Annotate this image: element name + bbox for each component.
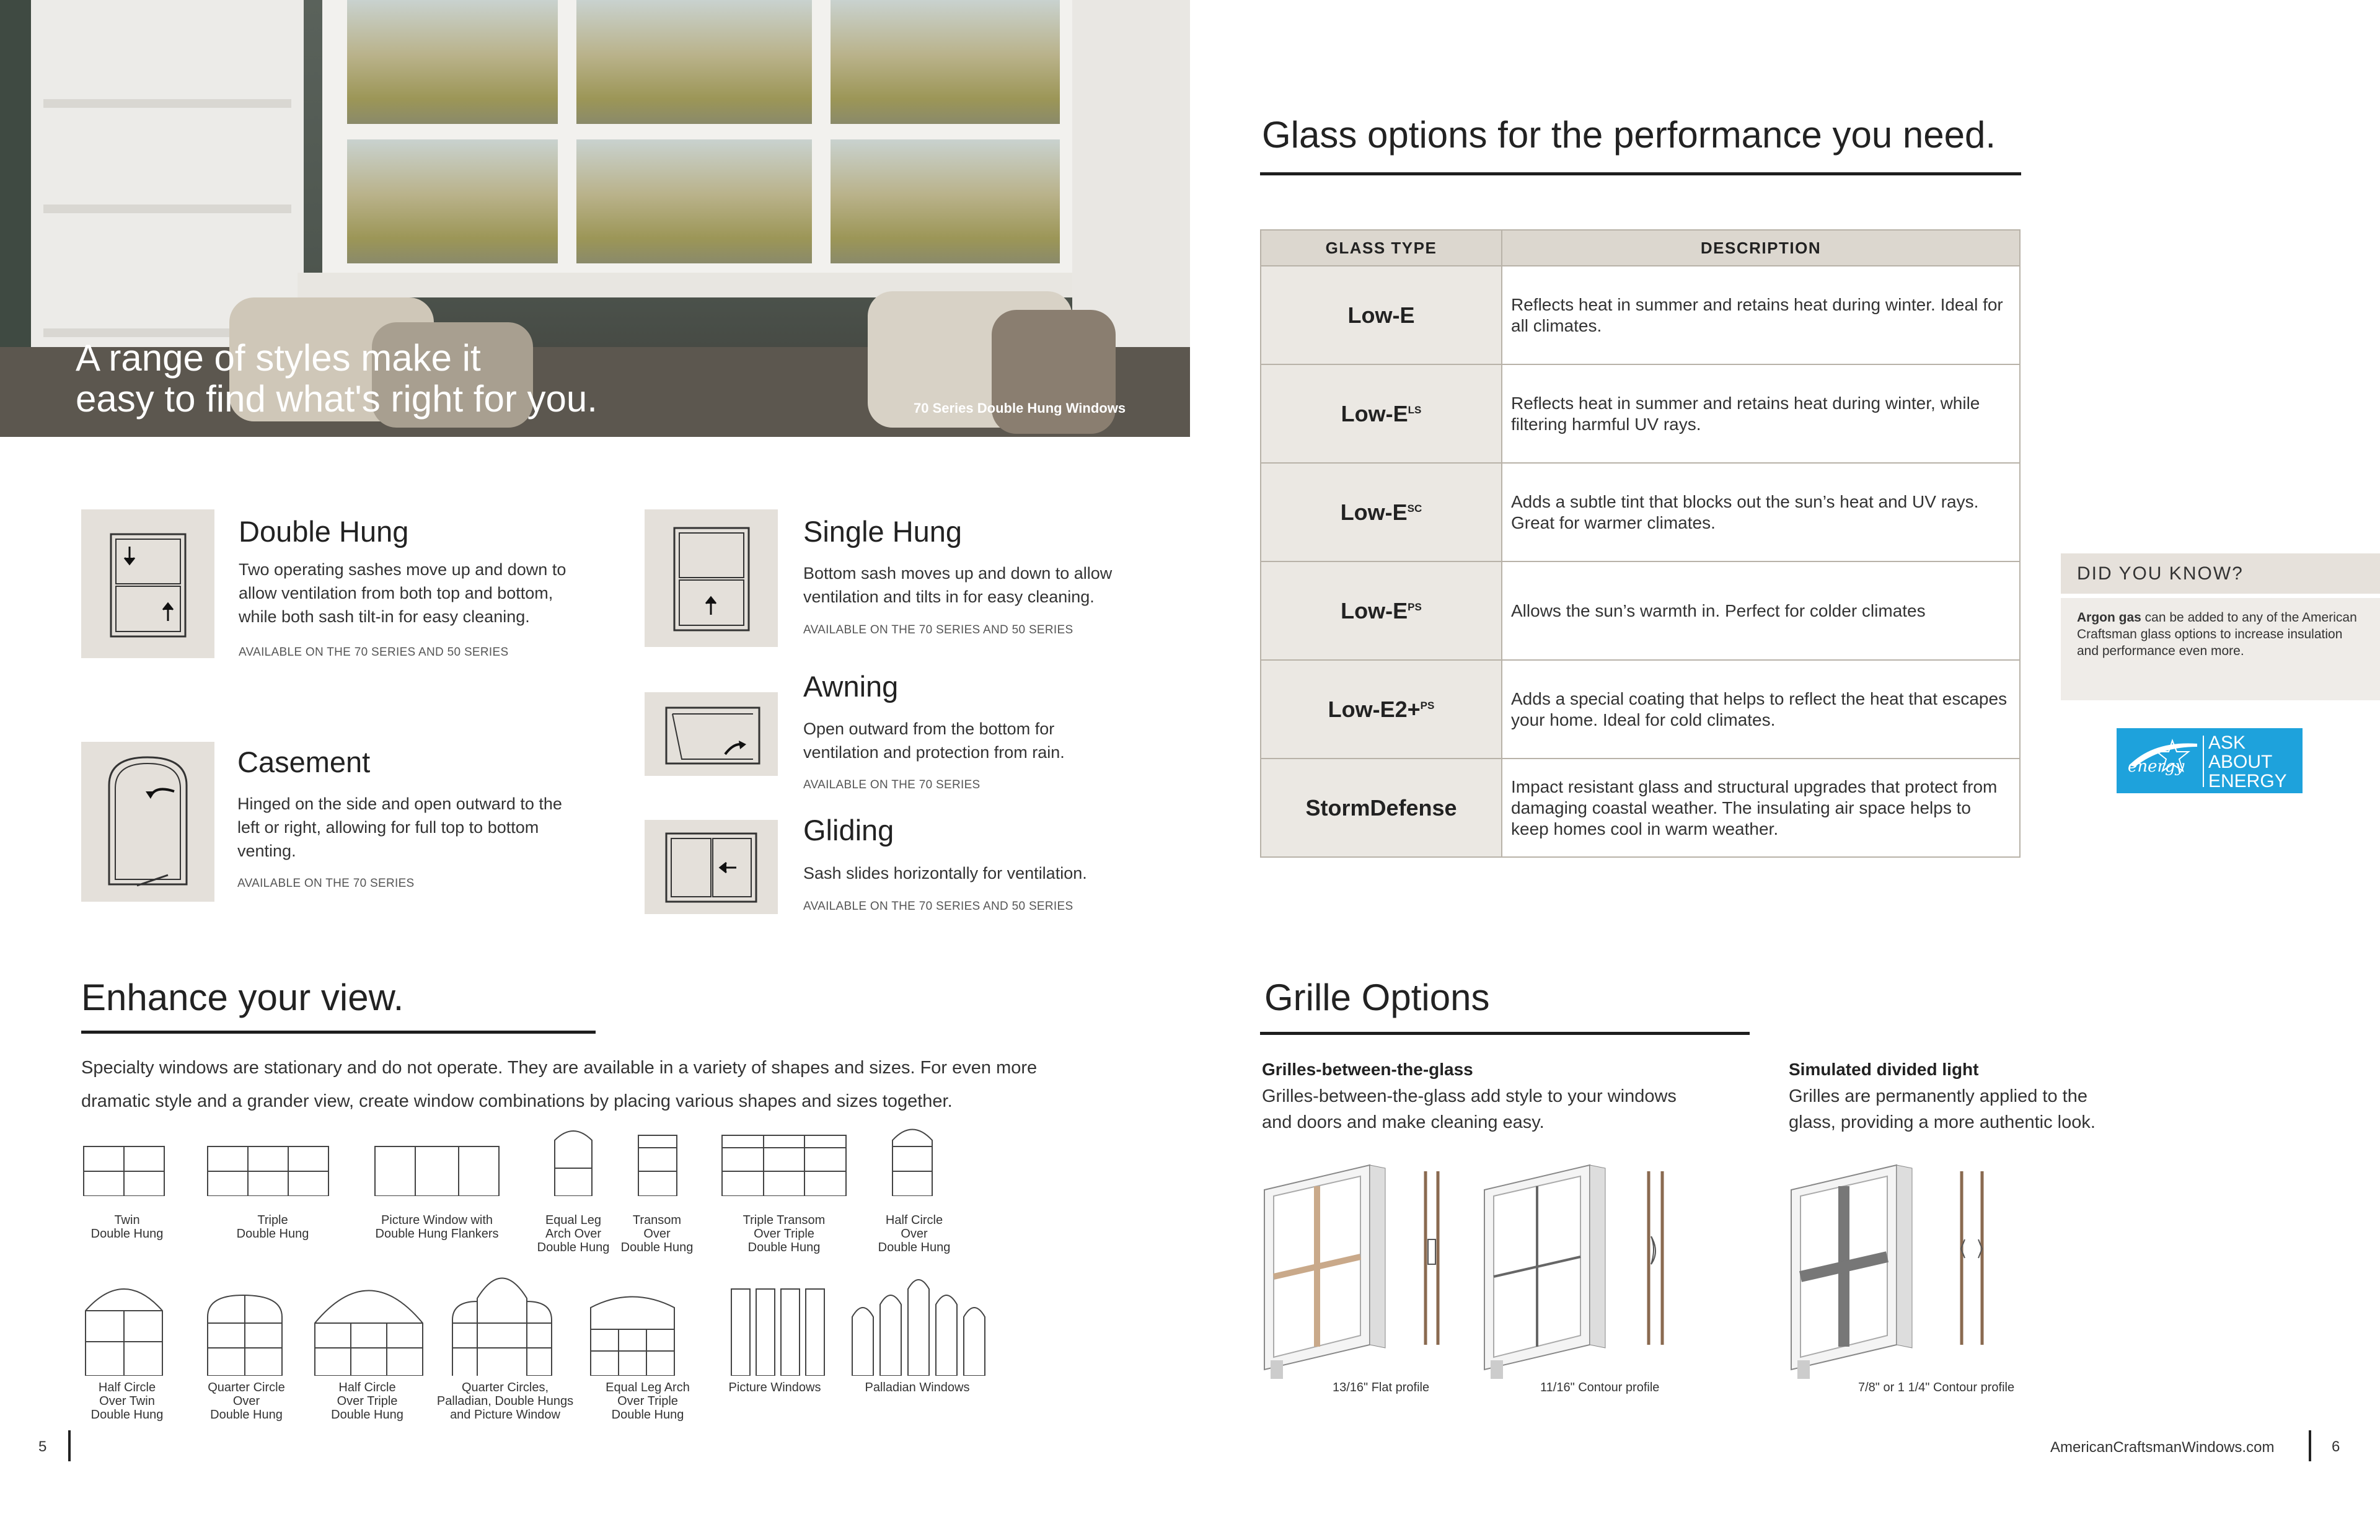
style-desc-awning: Open outward from the bottom for ventilation and protection from rain. <box>803 719 1065 762</box>
profile-label-flat: 13/16" Flat profile <box>1333 1381 1430 1394</box>
hero-caption: 70 Series Double Hung Windows <box>914 400 1126 416</box>
page-divider-left <box>68 1430 71 1461</box>
table-row <box>1261 266 2020 364</box>
shape-label-equal-leg-arch: Equal Leg Arch Over Double Hung <box>537 1213 610 1254</box>
simulated-divided-light-heading: Simulated divided light <box>1789 1060 1979 1079</box>
energy-star-text: ASK ABOUT ENERGY STAR <box>2208 733 2287 811</box>
casement-icon <box>81 742 214 902</box>
glass-type-cell: Low-E <box>1261 266 1502 364</box>
glass-description-cell: Adds a subtle tint that blocks out the sun’s heat and UV rays. Great for warmer climates. <box>1502 463 2020 561</box>
style-availability-double-hung: AVAILABLE ON THE 70 SERIES AND 50 SERIES <box>239 646 509 659</box>
hero-title <box>76 338 597 420</box>
did-you-know-text: can be added to any of the American Craftsman glass options to increase insulation and performance even more. <box>2077 610 2357 658</box>
glass-options-rule <box>1260 172 2021 175</box>
style-title-casement: Casement <box>237 746 371 778</box>
double-hung-icon <box>81 509 214 658</box>
shape-label-picture-window-flankers: Picture Window with Double Hung Flankers <box>375 1213 499 1241</box>
enhance-description: Specialty windows are stationary and do not operate. They are available in a variety of shapes and sizes. For even more dramatic style and a grander view, create window combinations by placing various shapes and sizes together. <box>81 1058 1038 1111</box>
hero-title-line2: easy to find what's right for you. <box>76 378 597 420</box>
style-title-double-hung: Double Hung <box>239 515 409 548</box>
style-desc-gliding: Sash slides horizontally for ventilation. <box>803 864 1087 882</box>
table-header-row <box>1261 230 2020 266</box>
did-you-know-body <box>2061 598 2380 700</box>
page-number-left: 5 <box>38 1438 47 1455</box>
contour-profile-illustration <box>1478 1159 1677 1388</box>
style-desc-single-hung: Bottom sash moves up and down to allow ventilation and tilts in for easy cleaning. <box>803 564 1113 606</box>
shape-label-half-circle-twin: Half Circle Over Twin Double Hung <box>90 1381 164 1422</box>
glass-options-title: Glass options for the performance you need. <box>1262 114 1996 156</box>
enhance-title: Enhance your view. <box>81 977 404 1018</box>
column-header-glass-type: GLASS TYPE <box>1261 230 1502 266</box>
shape-label-triple-double-hung: Triple Double Hung <box>236 1213 309 1241</box>
shape-label-equal-leg-arch-triple: Equal Leg Arch Over Triple Double Hung <box>606 1381 690 1422</box>
glass-description-cell: Impact resistant glass and structural upgrades that protect from damaging coastal weather. The insulating air space helps to keep homes cool in warm weather. <box>1502 759 2020 857</box>
did-you-know-bold: Argon gas <box>2077 610 2141 625</box>
style-availability-casement: AVAILABLE ON THE 70 SERIES <box>237 877 415 890</box>
profile-label-sdl-contour: 7/8" or 1 1/4" Contour profile <box>1858 1381 2015 1394</box>
flat-profile-illustration <box>1258 1159 1444 1388</box>
awning-icon <box>645 692 778 776</box>
page-number-right: 6 <box>2332 1438 2340 1455</box>
did-you-know-heading: DID YOU KNOW? <box>2061 553 2380 594</box>
table-row <box>1261 364 2020 463</box>
shape-label-picture-windows: Picture Windows <box>728 1381 821 1394</box>
style-title-gliding: Gliding <box>803 814 894 847</box>
style-desc-double-hung: Two operating sashes move up and down to allow ventilation from both top and bottom, while both sash tilt-in for easy cleaning. <box>239 560 566 626</box>
table-row <box>1261 561 2020 660</box>
glass-description-cell: Reflects heat in summer and retains heat during winter. Ideal for all climates. <box>1502 266 2020 364</box>
style-title-single-hung: Single Hung <box>803 515 963 548</box>
enhance-rule <box>81 1031 596 1034</box>
shape-label-palladian-windows: Palladian Windows <box>865 1381 970 1394</box>
shape-label-half-circle-over: Half Circle Over Double Hung <box>878 1213 951 1254</box>
table-row <box>1261 660 2020 759</box>
energy-star-logo <box>2117 728 2303 811</box>
glass-type-cell: Low-$E^{SC}$ <box>1261 463 1502 561</box>
style-availability-single-hung: AVAILABLE ON THE 70 SERIES AND 50 SERIES <box>803 623 1073 636</box>
table-row <box>1261 463 2020 561</box>
glass-options-table <box>1260 229 2021 858</box>
grille-options-rule <box>1260 1032 1750 1035</box>
grille-between-glass-heading: Grilles-between-the-glass <box>1262 1060 1473 1079</box>
glass-description-cell: Adds a special coating that helps to reflect the heat that escapes your home. Ideal for cold climates. <box>1502 660 2020 759</box>
shape-label-triple-transom: Triple Transom Over Triple Double Hung <box>743 1213 826 1254</box>
shape-label-transom-over: Transom Over Double Hung <box>620 1213 694 1254</box>
style-desc-casement: Hinged on the side and open outward to the left or right, allowing for full top to bottom venting. <box>237 794 562 860</box>
specialty-shapes-row2 <box>81 1261 998 1376</box>
glass-description-cell: Reflects heat in summer and retains heat during winter, while filtering harmful UV rays. <box>1502 364 2020 463</box>
glass-type-cell: Low-$E^{LS}$ <box>1261 364 1502 463</box>
table-row <box>1261 759 2020 857</box>
shape-label-quarter-circles-palladian: Quarter Circles, Palladian, Double Hungs and Picture Window <box>436 1381 574 1422</box>
shape-label-half-circle-triple: Half Circle Over Triple Double Hung <box>331 1381 403 1422</box>
single-hung-icon <box>645 509 778 647</box>
style-title-awning: Awning <box>803 670 899 703</box>
style-availability-awning: AVAILABLE ON THE 70 SERIES <box>803 778 981 791</box>
page-divider-right <box>2309 1430 2311 1461</box>
style-availability-gliding: AVAILABLE ON THE 70 SERIES AND 50 SERIES <box>803 900 1073 913</box>
website-url: AmericanCraftsmanWindows.com <box>2050 1439 2275 1456</box>
column-header-description: DESCRIPTION <box>1502 230 2020 266</box>
shape-label-twin-double-hung: Twin Double Hung <box>90 1213 164 1241</box>
glass-type-cell: StormDefense <box>1261 759 1502 857</box>
gliding-icon <box>645 820 778 914</box>
energy-star-script: energy <box>2128 757 2185 776</box>
profile-label-contour: 11/16" Contour profile <box>1540 1381 1660 1394</box>
simulated-divided-light-desc: Grilles are permanently applied to the glass, providing a more authentic look. <box>1789 1086 2096 1132</box>
simulated-divided-light-illustration <box>1785 1159 1996 1388</box>
hero-title-line1: A range of styles make it <box>76 337 481 379</box>
specialty-shapes-row1 <box>81 1122 998 1196</box>
grille-options-title: Grille Options <box>1264 977 1490 1018</box>
grille-between-glass-desc: Grilles-between-the-glass add style to your windows and doors and make cleaning easy. <box>1262 1086 1677 1132</box>
glass-type-cell: Low-$E^{PS}$ <box>1261 561 1502 660</box>
glass-description-cell: Allows the sun’s warmth in. Perfect for colder climates <box>1502 561 2020 660</box>
glass-type-cell: Low-E2+$^{PS}$ <box>1261 660 1502 759</box>
shape-label-quarter-circle: Quarter Circle Over Double Hung <box>208 1381 285 1422</box>
